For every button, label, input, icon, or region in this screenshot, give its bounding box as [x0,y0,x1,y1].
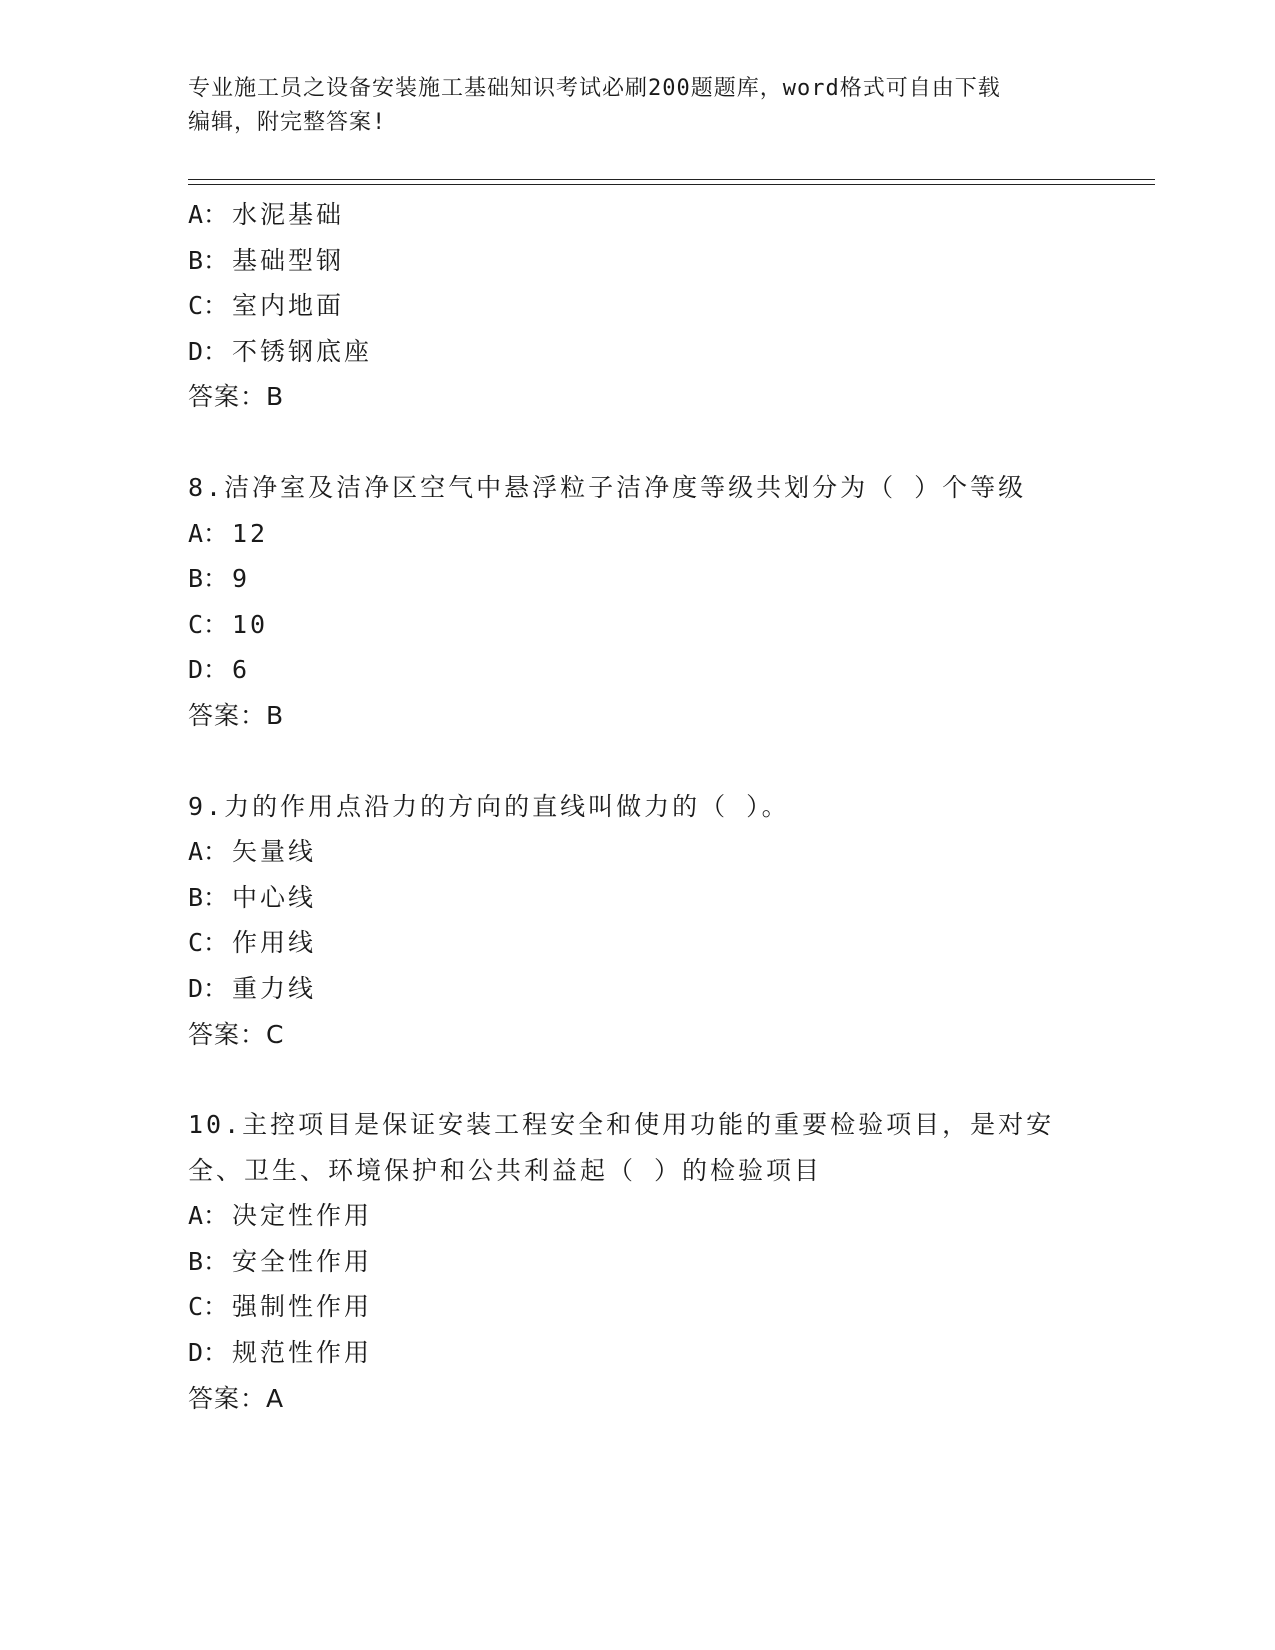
option-label: B： [188,882,229,912]
spacer [188,739,1148,784]
question-8 [188,465,1148,739]
document-header [188,72,1088,140]
question-7-tail [188,192,1148,420]
option-label: C： [188,1292,229,1322]
option-label: A： [188,1201,229,1231]
option-text: 矢量线 [232,837,317,867]
spacer [188,1057,1148,1102]
option-a [188,1193,1148,1239]
option-a [188,192,1148,238]
option-c [188,1284,1148,1330]
option-b [188,238,1148,284]
option-text: 强制性作用 [232,1292,373,1322]
header-divider-bottom [188,184,1155,185]
option-label: C： [188,609,229,639]
option-c [188,920,1148,966]
spacer [188,420,1148,465]
option-label: B： [188,1246,229,1276]
option-b [188,1239,1148,1285]
option-text: 决定性作用 [232,1201,373,1231]
option-label: C： [188,291,229,321]
option-text: 中心线 [232,882,317,912]
option-text: 规范性作用 [232,1338,373,1368]
option-d [188,647,1148,693]
option-label: B： [188,245,229,275]
answer-line: 答案：B [188,700,285,730]
option-b [188,556,1148,602]
option-c [188,602,1148,648]
option-d [188,329,1148,375]
answer-line: 答案：A [188,1383,285,1413]
question-text: 8.洁净室及洁净区空气中悬浮粒子洁净度等级共划分为（ ）个等级 [188,472,1027,502]
option-label: D： [188,973,229,1003]
question-list [188,192,1148,1421]
option-label: A： [188,200,229,229]
option-label: D： [188,336,229,366]
header-line-2: 编辑，附完整答案! [188,110,387,135]
option-text: 水泥基础 [232,200,345,229]
option-text: 6 [232,655,251,685]
question-text: 9.力的作用点沿力的方向的直线叫做力的（ ）。 [188,791,790,821]
option-text: 10 [232,609,269,639]
question-text-line-1: 10.主控项目是保证安装工程安全和使用功能的重要检验项目，是对安 [188,1110,1055,1140]
option-d [188,966,1148,1012]
header-divider-top [188,179,1155,180]
option-label: C： [188,928,229,958]
question-10 [188,1102,1148,1421]
option-text: 基础型钢 [232,245,345,275]
option-label: D： [188,1338,229,1368]
option-c [188,283,1148,329]
question-text-line-2: 全、卫生、环境保护和公共利益起（ ）的检验项目 [188,1155,823,1185]
option-b [188,875,1148,921]
option-a [188,829,1148,875]
option-text: 9 [232,564,251,594]
option-label: D： [188,655,229,685]
answer-line: 答案：B [188,382,285,412]
option-text: 12 [232,518,269,548]
option-d [188,1330,1148,1376]
option-label: A： [188,518,229,548]
option-text: 重力线 [232,973,317,1003]
option-label: B： [188,564,229,594]
header-line-1: 专业施工员之设备安装施工基础知识考试必刷200题题库，word格式可自由下载 [188,76,1001,101]
option-text: 不锈钢底座 [232,336,373,366]
option-label: A： [188,837,229,867]
option-text: 安全性作用 [232,1246,373,1276]
option-a [188,511,1148,557]
question-9 [188,784,1148,1058]
option-text: 作用线 [232,928,317,958]
option-text: 室内地面 [232,291,345,321]
answer-line: 答案：C [188,1019,285,1049]
